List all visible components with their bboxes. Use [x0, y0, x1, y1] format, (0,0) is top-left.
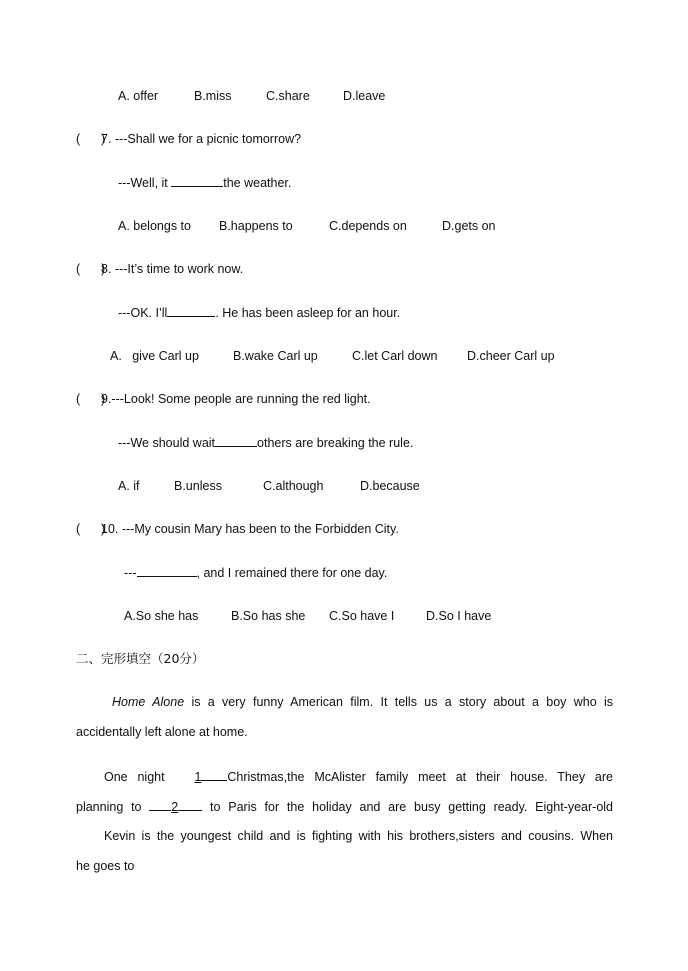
q8-reply-start: ---OK. I’ll [118, 306, 168, 320]
q10-reply [124, 564, 387, 581]
passage-p2-line2 [76, 798, 613, 815]
q9-option-b: B.unless [174, 479, 222, 493]
q8-blank [167, 304, 215, 317]
p2-line2-start: planning to [76, 800, 150, 814]
q6-option-a: A. offer [118, 89, 159, 103]
q8-reply-end: . He has been asleep for an hour. [215, 306, 401, 320]
q8-option-a: A. give Carl up [110, 349, 199, 363]
q8-stem: 8. ---It’s time to work now. [101, 262, 244, 276]
passage-p2-line3: Kevin is the youngest child and is fighting with his brothers,sisters and cousins. When [104, 829, 613, 843]
q7-option-c: C.depends on [329, 219, 407, 233]
q7-reply-start: ---Well, it [118, 176, 172, 190]
q9-option-a: A. if [118, 479, 140, 493]
q8-option-c: C.let Carl down [352, 349, 438, 363]
q6-option-b: B.miss [194, 89, 232, 103]
q7-answer-paren: ( ) [76, 132, 106, 146]
q10-option-d: D.So I have [426, 609, 492, 623]
q10-blank [137, 564, 197, 577]
q10-reply-end: , and I remained there for one day. [196, 566, 388, 580]
q7-stem: 7. ---Shall we for a picnic tomorrow? [101, 132, 302, 146]
q9-reply-start: ---We should wait [118, 436, 216, 450]
blank-2-lead [149, 798, 171, 811]
q7-option-b: B.happens to [219, 219, 293, 233]
q9-answer-paren: ( ) [76, 392, 106, 406]
q8-option-b: B.wake Carl up [233, 349, 318, 363]
blank-2-tail [178, 798, 202, 811]
q7-reply [118, 174, 291, 191]
blank-1-number: 1 [194, 770, 202, 784]
q7-option-a: A. belongs to [118, 219, 191, 233]
q8-option-d: D.cheer Carl up [467, 349, 555, 363]
blank-1-lead [174, 769, 194, 781]
p2-line2-end: to Paris for the holiday and are busy getting ready. Eight-year-old [202, 800, 613, 814]
passage-p1-line2: accidentally left alone at home. [76, 725, 248, 739]
p2-line1-start: One night [104, 770, 175, 784]
film-title: Home Alone [112, 695, 185, 709]
q10-option-c: C.So have I [329, 609, 395, 623]
q6-option-d: D.leave [343, 89, 386, 103]
passage-p1-line1 [76, 694, 613, 710]
q10-option-a: A.So she has [124, 609, 199, 623]
q10-option-b: B.So has she [231, 609, 306, 623]
q9-stem: 9.---Look! Some people are running the red light. [101, 392, 371, 406]
q9-reply-end: others are breaking the rule. [257, 436, 414, 450]
passage-p2-line4: he goes to [76, 859, 135, 873]
q9-blank [215, 434, 257, 447]
q6-option-c: C.share [266, 89, 310, 103]
q7-blank [171, 174, 223, 187]
q9-reply [118, 434, 413, 451]
passage-p1-line1-text: is a very funny American film. It tells us a story about a boy who is [184, 695, 613, 709]
q8-answer-paren: ( ) [76, 262, 106, 276]
q10-stem: 10. ---My cousin Mary has been to the Forbidden City. [101, 522, 399, 536]
q8-reply [118, 304, 400, 321]
q10-reply-start: --- [124, 566, 137, 580]
q7-option-d: D.gets on [442, 219, 496, 233]
q9-option-d: D.because [360, 479, 420, 493]
passage-p2-line1 [76, 768, 613, 785]
blank-1-tail [201, 768, 227, 781]
blank-2-number: 2 [171, 800, 179, 814]
q9-option-c: C.although [263, 479, 324, 493]
q7-reply-end: the weather. [223, 176, 292, 190]
q10-answer-paren: ( ) [76, 522, 106, 536]
section-title: 二、完形填空（20分） [76, 651, 205, 666]
p2-line1-end: Christmas,the McAlister family meet at their house. They are [227, 770, 613, 784]
